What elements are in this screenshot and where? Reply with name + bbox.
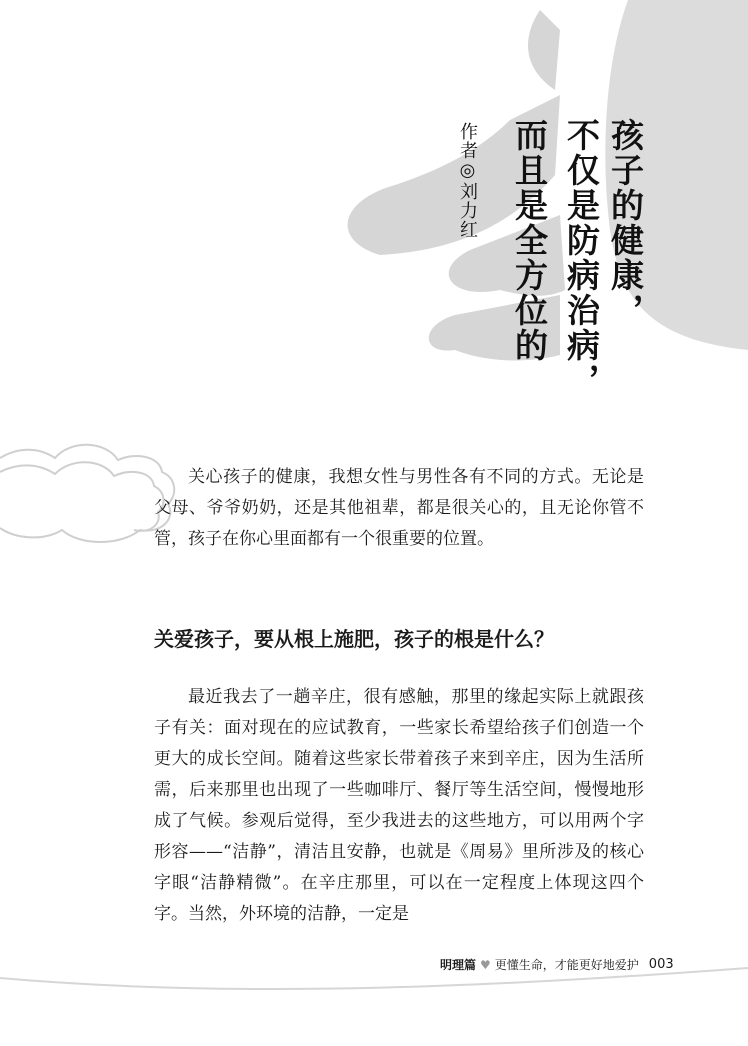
heart-icon: ♥	[480, 958, 491, 972]
author-byline: 作者◎刘力红	[457, 122, 478, 239]
footer-subtitle: 更懂生命，才能更好地爱护	[494, 958, 639, 972]
intro-paragraph: 关心孩子的健康，我想女性与男性各有不同的方式。无论是父母、爷爷奶奶，还是其他祖辈，都是很关心的，且无论你管不管，孩子在你心里面都有一个很重要的位置。	[154, 467, 644, 549]
title-line-1: 孩子的健康，	[606, 118, 645, 328]
title-line-3: 而且是全方位的	[510, 118, 549, 363]
footer-section: 明理篇	[440, 958, 477, 972]
title-line-2: 不仅是防病治病，	[562, 118, 601, 398]
page-number: 003	[648, 957, 674, 972]
section-heading: 关爱孩子，要从根上施肥，孩子的根是什么？	[154, 627, 554, 651]
body-paragraph: 最近我去了一趟辛庄，很有感触，那里的缘起实际上就跟孩子有关：面对现在的应试教育，一些家长希望给孩子们创造一个更大的成长空间。随着这些家长带着孩子来到辛庄，因为生活所需，后来那里也出现了一些咖啡厅、餐厅等生活空间，慢慢地形成了气候。参观后觉得，至少我进去的这些地方，可以用两个字形容——“洁静”，清洁且安静，也就是《周易》里所涉及的核心字眼“洁静精微”。在辛庄那里，可以在一定程度上体现这四个字。当然，外环境的洁静，一定是	[154, 687, 644, 924]
page-footer	[440, 956, 690, 974]
